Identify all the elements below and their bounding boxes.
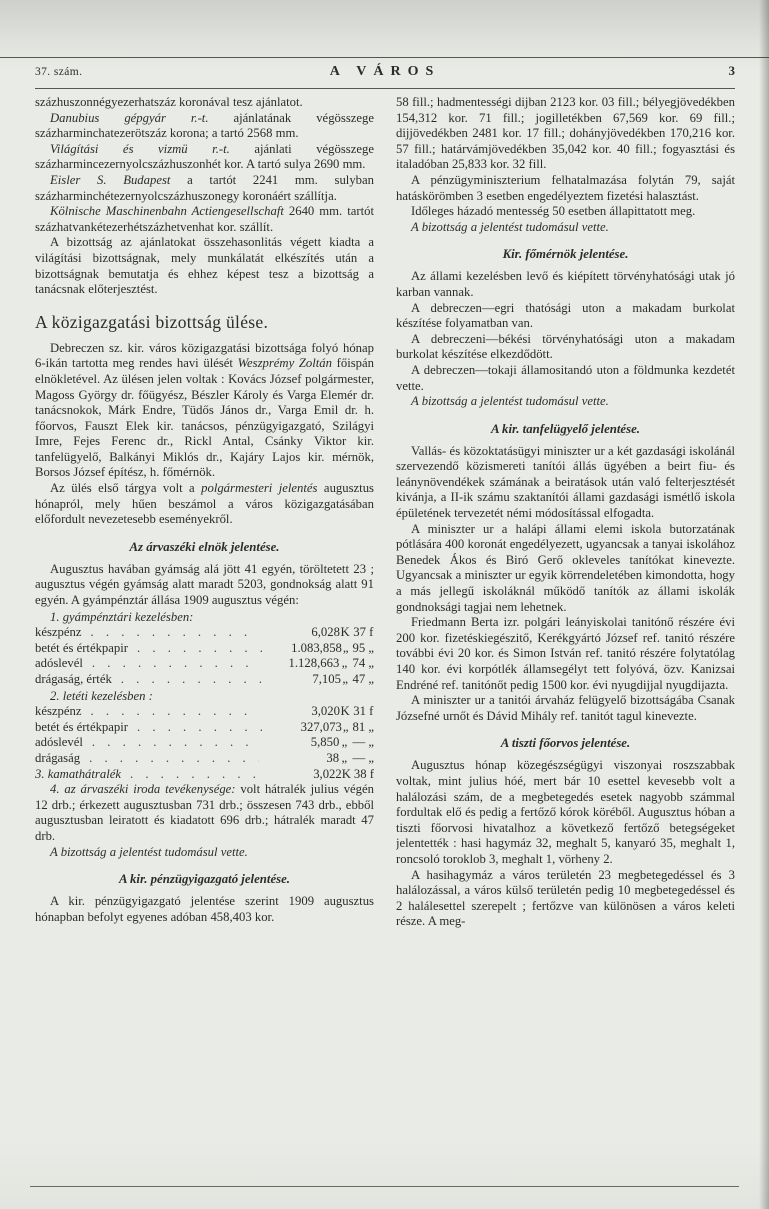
fund-row-amount: 7,105 [312,672,341,686]
fund-row-label: adóslevél [35,656,83,671]
inspector-paragraph: A miniszter ur a tanitói árvaház felügyelő bizottságába Csanak Józsefné urnőt és Dávid Mihály ref. tanitót tagul kinevezte. [396,693,735,723]
fund-row-fraction: 31 f [353,704,374,719]
subheading-tanfelugyelo: A kir. tanfelügyelő jelentése. [491,421,640,436]
fund-row-label: drágaság [35,750,81,765]
tax-revenue-paragraph: 58 fill.; hadmentességi dijban 2123 kor. 03 fill.; bélyegjövedékben 154,312 kor. 71 fill.; jogilletékben 67,569 kor. 69 fill.; dijjövedékben 2481 kor. 17 fill.; dohányjövedékben 170,216 kor. 57 fill.; határvámjövedékben 35,042 kor. 40 fill.; fogyasztási és italadóban 25,833 kor. 32 fill. [396,95,735,172]
arrears-row-label: 3. kamathátralék [35,766,121,781]
company-name: Danubius gépgyár r.-t. [50,110,209,125]
fund-row-amount: 6,028 [311,625,340,640]
subheading-fomernok: Kir. főmérnök jelentése. [502,247,629,262]
scan-edge-shadow [759,0,769,1209]
content-columns [35,95,735,1181]
dot-leader [91,704,260,720]
fund-row [35,672,374,688]
issue-label: 37. szám. [35,66,83,78]
offer-paragraph-vilagitasi [35,142,374,173]
continuation-paragraph: százhuszonnégyezerhatszáz koronával tesz ajánlatot. [35,95,303,109]
committee-decision-paragraph: A bizottság az ajánlatokat összehasonlitás végett kiadta a világítási bizottságnak, mely munkálatát elkészítés után a bizottságnak bemutatja és ehhez képest tesz a bizottság a tanácsnak előterjesztést. [35,235,374,297]
fund-row-amount: 38 [326,750,340,765]
inspector-paragraph: Vallás- és közoktatásügyi miniszter ur a két gazdasági iskolánál szervezendő közismereti tanítói állás ügyében a beirt fiu- és leánynövendékek számának a beiratások után való felterjesztését kivánja, a II-ik számu szaktanítói állami gazdasági ismétlő iskola épületének tervezetét némi módosítással elfogadta. [396,443,735,521]
right-column [396,95,735,1181]
fund-row [35,720,374,736]
agenda-paragraph [35,481,374,528]
doctor-paragraph: Augusztus hónap közegészségügyi viszonyai roszszabbak voltak, mint julius hóé, mert bár 10 esettel kevesebb volt a halálozási szám, de a megbetegedés esetek nagyobb számmal fordultak elő és pedig a fertőző kórok köréből. Augusztus hóban a tiszti főorvosi hivatalhoz a következő fertőző betegségeket jelentették : hasi hagymáz 32, meghalt 5, kanyaró 35, meghalt 1, roncsoló toroklob 3, meghalt 1, vörheny 2. [396,758,735,866]
inspector-paragraph: Friedmann Berta izr. polgári leányiskolai tanitónő részére évi 200 kor. fizetéskiegészitő, Kerékgyártó József ref. tanitó részére további évi 20 kor. és Simon István ref. tanitó részére folytatólag 140 kor. évi korpótlék államsegélyt tett folyóvá, özv. Kanizsai Endréné ref. tanitónőt pedig 1500 kor. évi nyugdijjal nyugdijazta. [396,615,735,692]
paragraph-text: ajánlati végösszege százharmincezernyolcszázhuszonhét kor. A tartó sulya 2690 mm. [35,141,374,172]
fund-row-currency: „ [341,750,348,765]
dot-leader [121,672,261,688]
fund-row-currency: K [340,704,350,719]
office-activity-title-italic: 4. az árvaszéki iroda tevékenysége: [50,782,236,797]
fund-row-fraction: 37 f [353,625,374,640]
dot-leader [91,625,260,641]
fund-row [35,735,374,751]
arrears-row-amount: 3,022 [313,766,342,781]
paragraph-text: Az ülés első tárgya volt a [50,481,202,496]
fund-row-label: készpénz [35,625,82,640]
noted-line: A bizottság a jelentést tudomásul vette. [411,219,609,234]
paragraph-text: 2640 mm. tartót százhatvankétezerhétszázhetvenhat kor. szállít. [35,204,374,234]
offer-paragraph-eisler [35,173,374,204]
noted-line: A bizottság a jelentést tudomásul vette. [411,394,609,409]
engineer-paragraph: A debreczeni—békési törvényhatósági uton a makadam burkolat készítése elkezdődött. [396,331,735,362]
finance-report-paragraph: A kir. pénzügyigazgató jelentése szerint 1909 augusztus hónapban befolyt egyenes adóban 458,403 kor. [35,894,374,924]
fund1-title: 1. gyámpénztári kezelésben: [50,609,194,624]
fund-row-amount: 327,073 [300,719,342,734]
fund-row-label: drágaság, érték [35,672,112,686]
inspector-paragraph: A miniszter ur a halápi állami elemi iskola butorzatának pótlására 400 koronát engedélyezett, ugyancsak a tanyai iskolához Benedek Ákos és Biró Gerő okleveles tanítókat kinevezte. Ugyancsak a miniszter ur egyik körrendeletében kimondotta, hogy a más jellegű iskoláknál működő tanítók az állami iskolák gondnoksági tagjai nem lehetnek. [396,521,735,614]
person-name-italic: Weszprémy Zoltán [237,356,332,371]
doctor-paragraph: A hasihagymáz a város területén 23 megbetegedéssel és 3 halálozással, a város külső területén pedig 10 megbetegedéssel és 2 halálesettel szerepelt ; fertőzve van különösen a város keleti része. A meg- [396,867,735,929]
fund-row-fraction: 47 „ [352,672,374,686]
orphan-intro-paragraph: Augusztus havában gyámság alá jött 41 egyén, töröltetett 23 ; augusztus végén gyámság alatt maradt 5203, gondnokság alatt 91 egyén. A gyámpénztár állása 1909 augusztus végén: [35,561,374,608]
subheading-tiszti-foorvos: A tiszti főorvos jelentése. [500,736,631,751]
company-name: Kölnische Maschinenbahn Actiengesellschaft [50,204,284,219]
meeting-paragraph [35,341,374,481]
page-number: 3 [728,63,735,78]
engineer-paragraph: Az állami kezelésben levő és kiépített törvényhatósági utak jó karban vannak. [396,269,735,299]
subheading-penzugyigazgato: A kir. pénzügyigazgató jelentése. [119,872,290,887]
paragraph-text: Debreczen sz. kir. város közigazgatási bizottsága folyó hónap 6-ikán tartotta meg rendes havi ülését [35,340,374,371]
company-name: Világítási és vizmü r.-t. [50,141,230,156]
fund-row-label: betét és értékpapir [35,640,128,655]
fund-row-fraction: — „ [352,735,374,750]
report-title-italic: polgármesteri jelentés [201,481,318,496]
fund-row-amount: 3,020 [311,704,340,719]
paragraph-text: ajánlatának végösszege százharminchatezerötszáz korona; a tartó 2568 mm. [35,110,374,141]
fund-row [35,751,374,767]
dot-leader [92,735,259,751]
fund-row-fraction: — „ [352,750,374,765]
fund-row-currency: „ [342,672,349,686]
top-rule [0,57,769,58]
fund-row [35,625,374,641]
subheading-arvaszeki: Az árvaszéki elnök jelentése. [129,539,280,554]
house-tax-paragraph: Időleges házadó mentesség 50 esetben állapittatott meg. [411,204,696,219]
offer-paragraph-koelnische [35,204,374,235]
arrears-row [35,767,374,783]
fund-row-amount: 1.083,858 [291,640,342,655]
fund-row-label: betét és értékpapir [35,719,128,734]
bottom-rule [30,1186,739,1187]
paragraph-text: főispán elnökletével. Az ülésen jelen voltak : Kovács József polgármester, Magoss György dr. főügyész, Bészler Károly és Varga Elemér dr. tanácsnokok, Márk Endre, Tüdős János dr., Varga Emil dr. h. főorvos, Fauszt Elek kir. tanácsos, pénzügyigazgató, Szilágyi Imre, Fejes Ferenc dr., Rickl Antal, Csánky Viktor kir. tanfelügyelő, Balkányi Miklós dr., Kajáry Lajos kir. mérnök, Borsos József építész, h. főmérnök. [35,356,374,480]
dot-leader [137,641,262,657]
arrears-row-currency: K [341,766,351,781]
fund-row [35,641,374,657]
office-activity-paragraph [35,782,374,844]
fund-row-fraction: 81 „ [352,719,374,734]
fund-row-amount: 5,850 [310,735,340,750]
masthead-rule [35,88,735,89]
dot-leader [89,751,259,767]
dot-leader [130,767,262,783]
fund-row-currency: „ [341,656,348,671]
payment-deferral-paragraph: A pénzügyminiszterium felhatalmazása folytán 79, saját hatáskörömben 3 esetben engedélyeztem fizetési halasztást. [396,172,735,203]
fund2-title: 2. letéti kezelésben : [50,688,153,703]
fund-row-currency: „ [342,640,349,655]
noted-line: A bizottság a jelentést tudomásul vette. [50,844,248,859]
arrears-row-fraction: 38 f [353,766,374,781]
paragraph-text: a tartót 2241 mm. sulyban százharminchétezernyolcszázhuszonegy koronáért szállítja. [35,172,374,203]
company-name: Eisler S. Budapest [50,172,171,187]
section-heading-kozigazgatasi: A közigazgatási bizottság ülése. [35,311,269,332]
fund-row-currency: K [340,625,350,640]
fund-row-amount: 1.128,663 [288,656,340,671]
dot-leader [92,656,259,672]
paragraph-text: augusztus hónapról, mely hűen beszámol a város közigazgatásában előfordult nevezetesebb eseményekről. [35,481,374,527]
engineer-paragraph: A debreczen—tokaji államositandó uton a földmunka kezdetét vette. [396,362,735,393]
fund-row-fraction: 95 „ [352,640,374,655]
engineer-paragraph: A debreczen—egri thatósági uton a makadam burkolat készítése folyamatban van. [396,300,735,331]
fund-row [35,656,374,672]
dot-leader [137,720,262,736]
newspaper-title: A VÁROS [329,64,441,79]
paragraph-text: volt hátralék julius végén 12 drb.; érkezett augusztusban 731 drb.; összesen 743 drb., ebből augusztusban leiratott és kiadatott 696 drb.; hátralék maradt 47 drb. [35,782,374,843]
fund-row-fraction: 74 „ [352,656,374,671]
fund-row [35,704,374,720]
fund-row-currency: „ [341,735,348,750]
fund-row-label: készpénz [35,704,82,719]
fund-row-label: adóslevél [35,735,83,750]
offer-paragraph-danubius [35,111,374,142]
fund-row-currency: „ [342,719,349,734]
left-column [35,95,374,1181]
masthead [35,63,735,80]
